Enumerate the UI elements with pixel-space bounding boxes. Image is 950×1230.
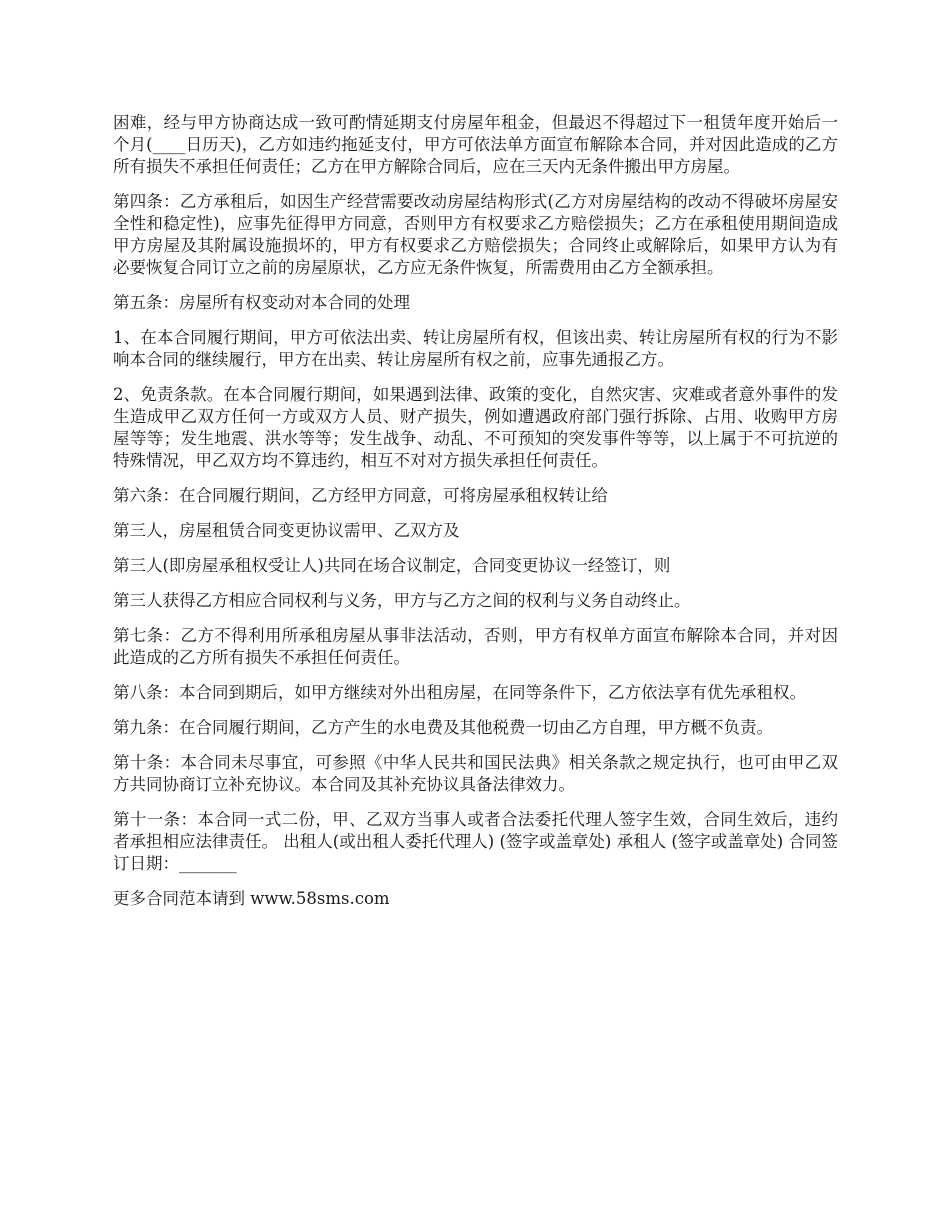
- paragraph-article-5-heading: 第五条：房屋所有权变动对本合同的处理: [113, 293, 410, 312]
- paragraph-article-10: 第十条：本合同未尽事宜，可参照《中华人民共和国民法典》相关条款之规定执行，也可由甲乙双方共同协商订立补充协议。本合同及其补充协议具备法律效力。: [113, 753, 838, 794]
- paragraph-article-11-signatures: 第十一条：本合同一式二份，甲、乙双方当事人或者合法委托代理人签字生效，合同生效后，违约者承担相应法律责任。 出租人(或出租人委托代理人) (签字或盖章处) 承租人 (签字或盖章处) 合同签订日期：_______: [113, 810, 838, 873]
- footer-more-templates: 更多合同范本请到 www.58sms.com: [113, 889, 390, 908]
- paragraph-article-5-item-2: 2、免责条款。在本合同履行期间，如果遇到法律、政策的变化，自然灾害、灾难或者意外事件的发生造成甲乙双方任何一方或双方人员、财产损失，例如遭遇政府部门强行拆除、占用、收购甲方房屋等等；发生地震、洪水等等；发生战争、动乱、不可预知的突发事件等等，以上属于不可抗逆的特殊情况，甲乙双方均不算违约，相互不对对方损失承担任何责任。: [113, 385, 838, 470]
- paragraph-article-4: 第四条：乙方承租后，如因生产经营需要改动房屋结构形式(乙方对房屋结构的改动不得破坏房屋安全性和稳定性)，应事先征得甲方同意，否则甲方有权要求乙方赔偿损失；乙方在承租使用期间造成甲方房屋及其附属设施损坏的，甲方有权要求乙方赔偿损失；合同终止或解除后，如果甲方认为有必要恢复合同订立之前的房屋原状，乙方应无条件恢复，所需费用由乙方全额承担。: [113, 192, 838, 277]
- paragraph-article-6-cont-1: 第三人，房屋租赁合同变更协议需甲、乙双方及: [113, 521, 460, 540]
- paragraph-article-8: 第八条：本合同到期后，如甲方继续对外出租房屋，在同等条件下，乙方依法享有优先承租权。: [113, 683, 806, 702]
- document-body: [113, 112, 838, 923]
- paragraph-article-5-item-1: 1、在本合同履行期间，甲方可依法出卖、转让房屋所有权，但该出卖、转让房屋所有权的行为不影响本合同的继续履行，甲方在出卖、转让房屋所有权之前，应事先通报乙方。: [113, 328, 838, 369]
- paragraph-article-6-cont-2: 第三人(即房屋承租权受让人)共同在场合议制定，合同变更协议一经签订，则: [113, 556, 671, 575]
- paragraph-article-6: 第六条：在合同履行期间，乙方经甲方同意，可将房屋承租权转让给: [113, 486, 608, 505]
- paragraph-article-9: 第九条：在合同履行期间，乙方产生的水电费及其他税费一切由乙方自理，甲方概不负责。: [113, 718, 773, 737]
- paragraph-article-7: 第七条：乙方不得利用所承租房屋从事非法活动，否则，甲方有权单方面宣布解除本合同，并对因此造成的乙方所有损失不承担任何责任。: [113, 626, 838, 667]
- paragraph-payment-delay: 困难，经与甲方协商达成一致可酌情延期支付房屋年租金，但最迟不得超过下一租赁年度开始后一个月(____日历天)，乙方如违约拖延支付，甲方可依法单方面宣布解除本合同，并对因此造成的乙方所有损失不承担任何责任；乙方在甲方解除合同后，应在三天内无条件搬出甲方房屋。: [113, 113, 838, 176]
- paragraph-article-6-cont-3: 第三人获得乙方相应合同权利与义务，甲方与乙方之间的权利与义务自动终止。: [113, 591, 691, 610]
